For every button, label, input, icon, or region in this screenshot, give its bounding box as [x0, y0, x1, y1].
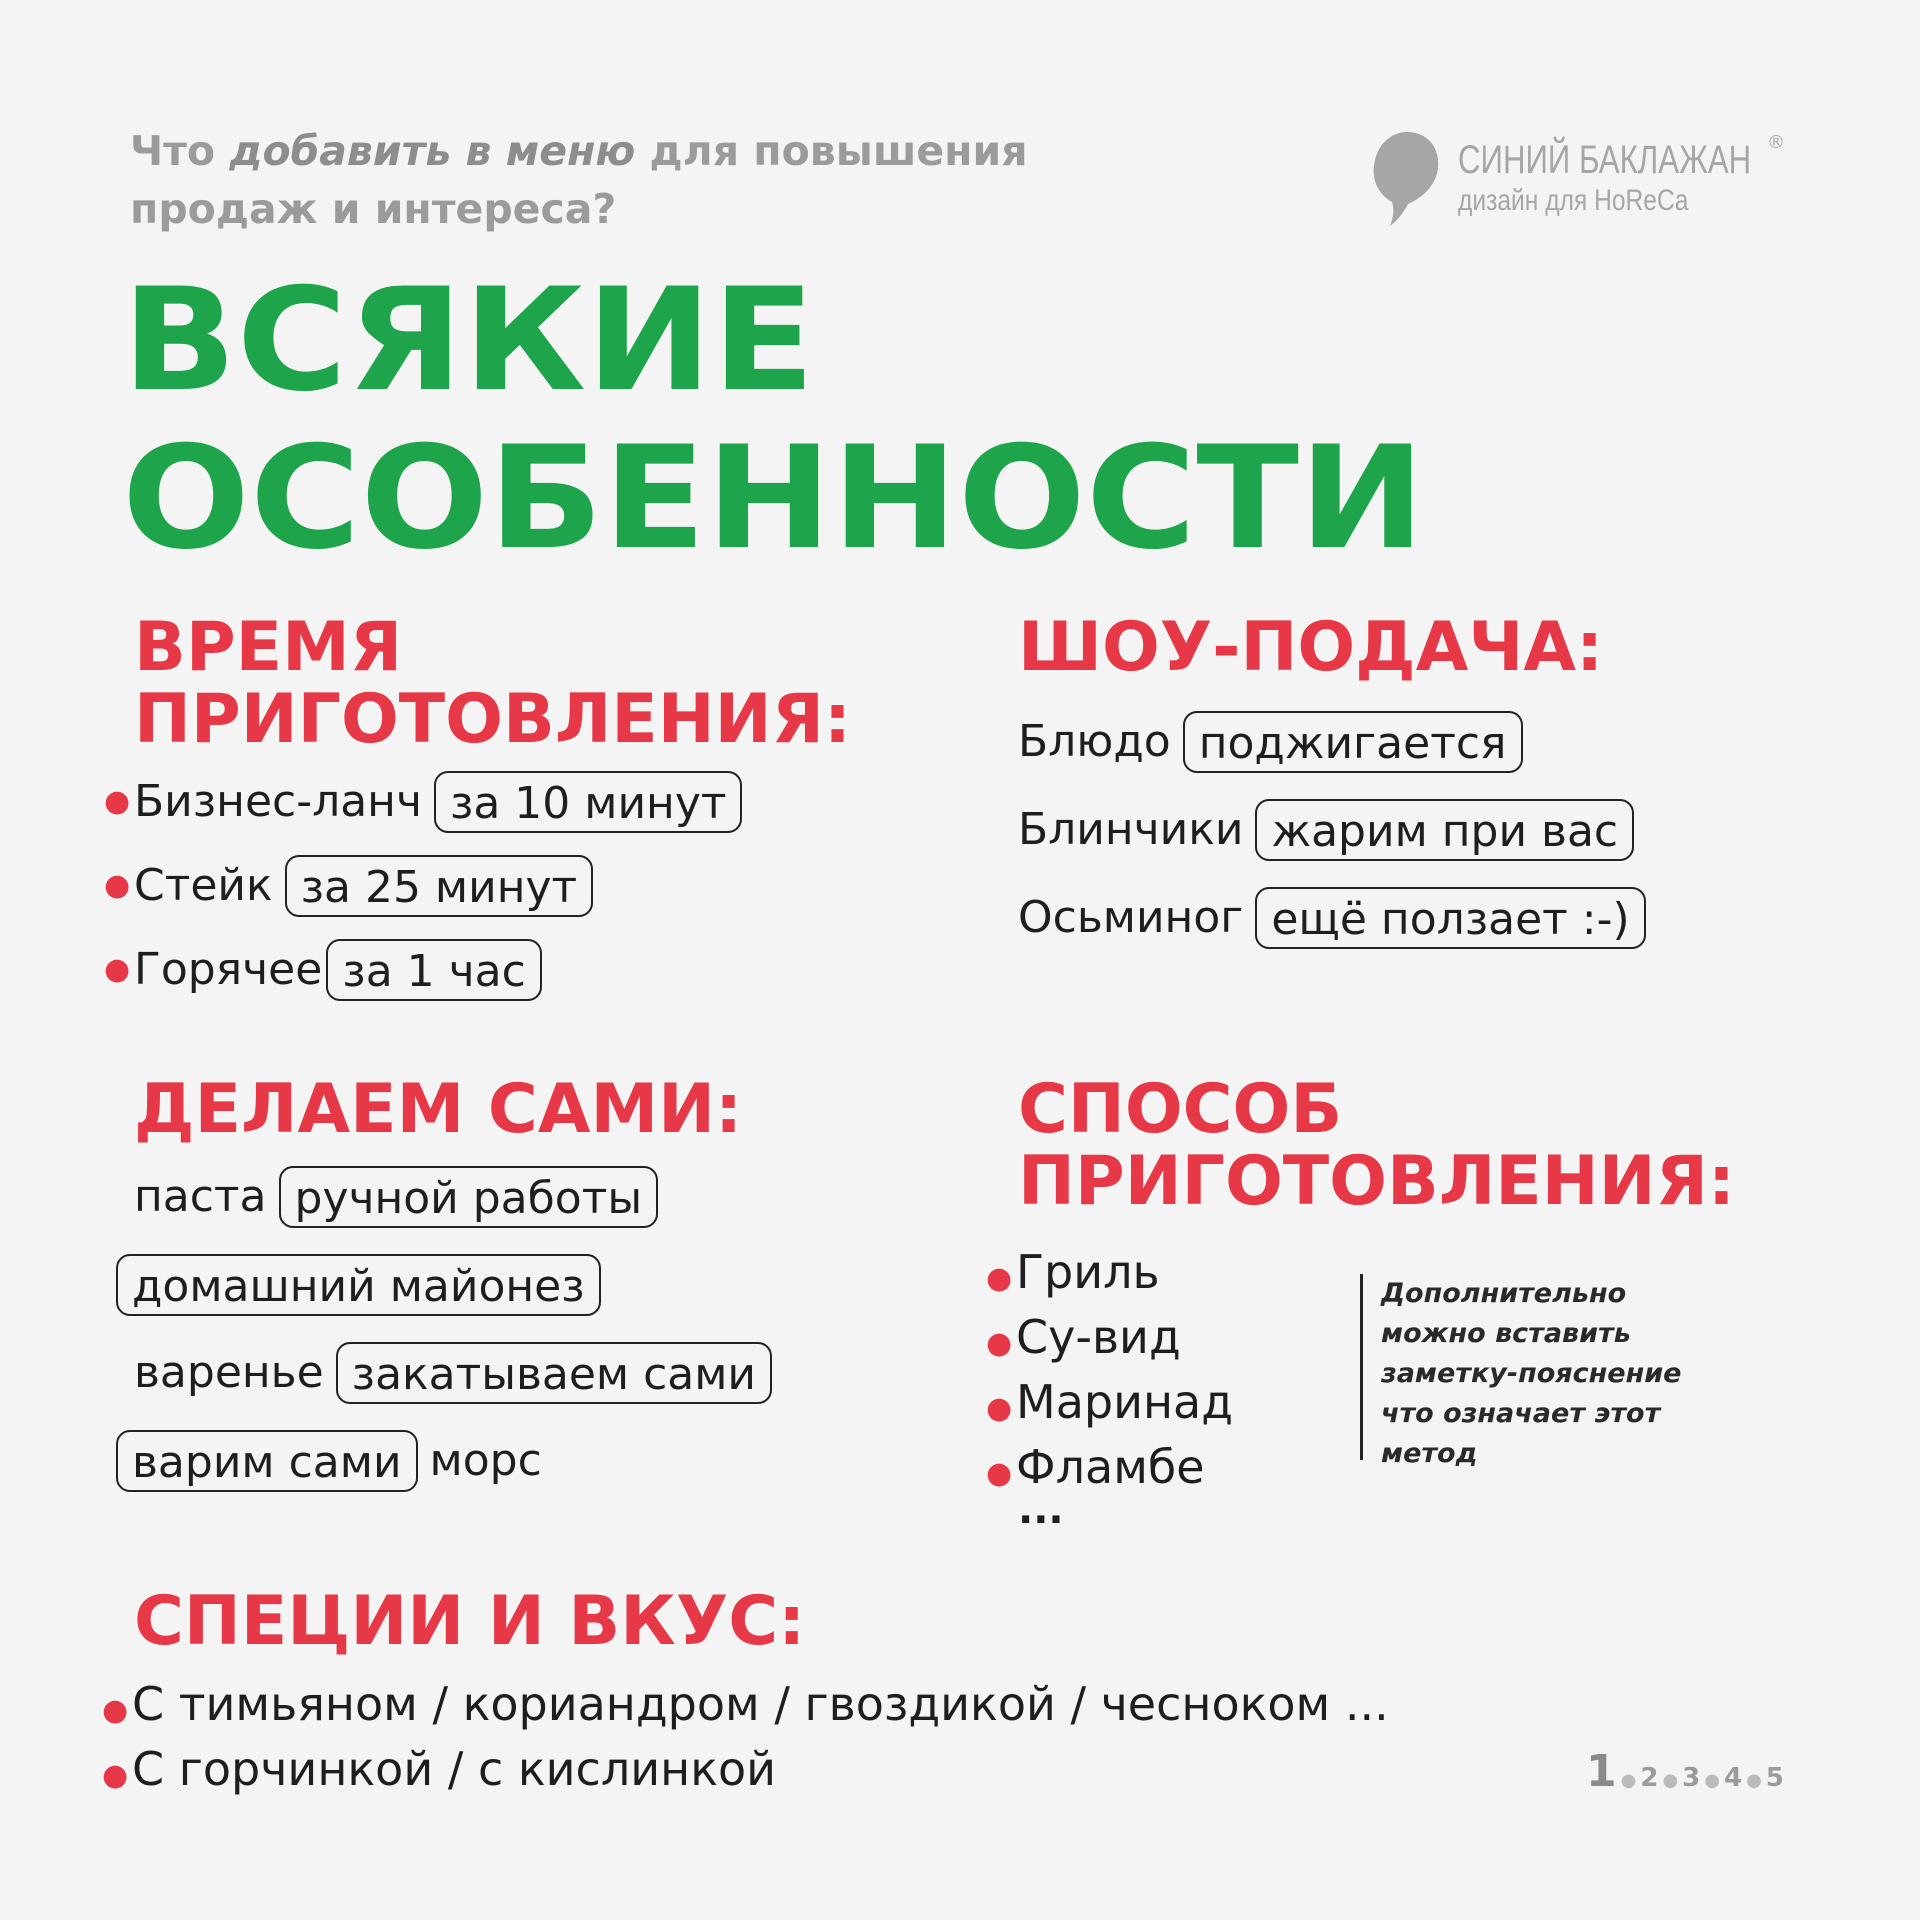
- subtitle-prefix: Что: [130, 127, 230, 175]
- item-label: С горчинкой / с кислинкой: [132, 1742, 777, 1796]
- section-title-cooking-time: [134, 608, 852, 759]
- logo-registered-mark: ®: [1767, 132, 1785, 153]
- list-item: [116, 1341, 772, 1405]
- list-item: [116, 1253, 772, 1317]
- list-item: [116, 1165, 772, 1229]
- item-label: Маринад: [1016, 1375, 1234, 1429]
- page-title: [122, 258, 1425, 581]
- bullet-icon: ●: [104, 868, 131, 903]
- page-number: 4: [1723, 1763, 1743, 1793]
- bullet-icon: ●: [102, 1758, 129, 1793]
- homemade-list: [116, 1165, 772, 1493]
- item-label: Су-вид: [1016, 1310, 1181, 1364]
- item-label: Фламбе: [1016, 1440, 1205, 1494]
- show-serving-list: [1018, 710, 1646, 950]
- logo-tagline: дизайн для HoReCa: [1458, 184, 1689, 217]
- cooking-time-list: [104, 770, 742, 1002]
- section-title-show-serving: ШОУ-ПОДАЧА:: [1018, 608, 1604, 687]
- list-item: [102, 1737, 1389, 1802]
- item-tag: поджигается: [1183, 711, 1523, 773]
- bullet-icon: ●: [986, 1456, 1013, 1491]
- item-label: Горячее: [134, 944, 323, 995]
- item-label: Стейк: [134, 860, 273, 911]
- bullet-icon: ●: [104, 784, 131, 819]
- item-tag: за 25 минут: [285, 855, 594, 917]
- item-tag: жарим при вас: [1255, 799, 1634, 861]
- section-title-line: ВРЕМЯ: [134, 608, 403, 687]
- eggplant-logo-icon: [1368, 128, 1446, 228]
- title-line-1: ВСЯКИЕ: [122, 258, 815, 423]
- item-label: паста: [134, 1171, 267, 1222]
- section-title-line: ПРИГОТОВЛЕНИЯ:: [1018, 1142, 1736, 1221]
- item-tag: за 10 минут: [434, 771, 743, 833]
- item-label: С тимьяном / кориандром / гвоздикой / чесноком ...: [132, 1677, 1389, 1731]
- cooking-method-list: [986, 1240, 1234, 1533]
- list-item: [104, 854, 742, 918]
- bullet-icon: ●: [986, 1326, 1013, 1361]
- item-label: Гриль: [1016, 1245, 1160, 1299]
- method-note: Дополнительно можно вставить заметку-пояснение что означает этот метод: [1360, 1274, 1721, 1460]
- item-tag: ещё ползает :-): [1255, 887, 1645, 949]
- list-item: [1018, 886, 1646, 950]
- item-label: Осьминог: [1018, 892, 1244, 943]
- page-subtitle: [130, 122, 1110, 238]
- item-label: Блинчики: [1018, 804, 1244, 855]
- bullet-icon: ●: [102, 1693, 129, 1728]
- list-item: [116, 1429, 772, 1493]
- list-item: [986, 1370, 1234, 1435]
- section-title-line: СПОСОБ: [1018, 1070, 1343, 1149]
- page-number: 5: [1765, 1763, 1784, 1793]
- item-tag: закатываем сами: [336, 1342, 772, 1404]
- page-number: 2: [1640, 1763, 1659, 1793]
- item-label: морс: [429, 1435, 542, 1486]
- item-tag: за 1 час: [326, 939, 541, 1001]
- section-title-line: ПРИГОТОВЛЕНИЯ:: [134, 680, 852, 759]
- list-item: [104, 938, 742, 1002]
- section-title-homemade: ДЕЛАЕМ САМИ:: [134, 1070, 743, 1149]
- item-tag: ручной работы: [279, 1166, 659, 1228]
- subtitle-suffix: для повышения продаж и интереса?: [130, 127, 1028, 233]
- list-item: [104, 770, 742, 834]
- logo-name: СИНИЙ БАКЛАЖАН: [1458, 138, 1752, 182]
- page-indicator: 1 ● 2 ● 3 ● 4 ● 5: [1586, 1746, 1784, 1797]
- bullet-icon: ●: [104, 952, 131, 987]
- list-item: [986, 1305, 1233, 1370]
- item-label: варенье: [134, 1347, 324, 1398]
- list-item: [1018, 798, 1646, 862]
- more-ellipsis: ...: [1018, 1487, 1064, 1533]
- bullet-icon: ●: [986, 1261, 1013, 1296]
- list-item: [1018, 710, 1646, 774]
- item-label: Блюдо: [1018, 716, 1171, 767]
- list-item: [986, 1240, 1233, 1305]
- page-current: 1: [1586, 1746, 1617, 1797]
- spices-list: [102, 1672, 1389, 1802]
- section-title-cooking-method: [1018, 1070, 1736, 1221]
- item-tag: варим сами: [116, 1430, 418, 1492]
- item-label: Бизнес-ланч: [134, 776, 422, 827]
- bullet-icon: ●: [986, 1391, 1013, 1426]
- section-title-spices: СПЕЦИИ И ВКУС:: [134, 1582, 806, 1661]
- item-tag: домашний майонез: [116, 1254, 601, 1316]
- title-line-2: ОСОБЕННОСТИ: [122, 416, 1425, 581]
- subtitle-emphasis: добавить в меню: [229, 127, 636, 175]
- page-number: 3: [1682, 1763, 1701, 1793]
- list-item: [102, 1672, 1389, 1737]
